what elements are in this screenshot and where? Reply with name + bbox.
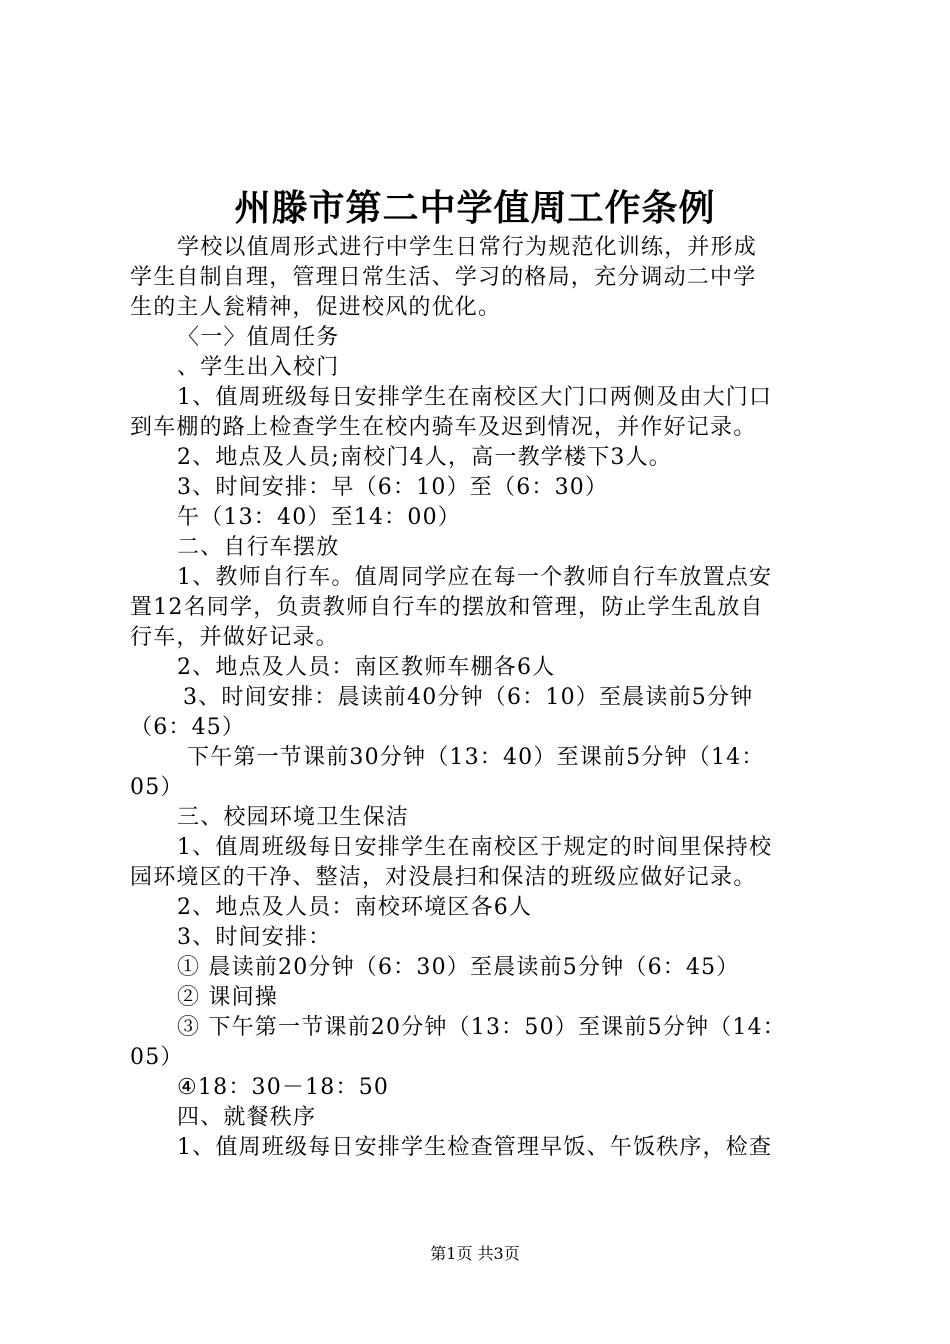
section-heading: 三、校园环境卫生保洁 (177, 805, 410, 830)
paragraph-line: 生的主人瓮精神，促进校风的优化。 (130, 295, 502, 320)
paragraph-line: 05） (130, 1045, 184, 1070)
paragraph-line: 3、时间安排： (177, 925, 332, 950)
list-item: ② 课间操 (177, 985, 278, 1010)
list-item: ① 晨读前20分钟（6：30）至晨读前5分钟（6：45） (177, 955, 740, 980)
paragraph-line: 园环境区的干净、整洁，对没晨扫和保洁的班级应做好记录。 (130, 865, 757, 890)
paragraph-line: 午（13：40）至14：00） (177, 505, 461, 530)
document-title: 州滕市第二中学值周工作条例 (234, 187, 716, 229)
paragraph-line: 1、值周班级每日安排学生检查管理早饭、午饭秩序，检查 (177, 1135, 773, 1160)
paragraph-line: 2、地点及人员;南校门4人，高一教学楼下3人。 (177, 445, 673, 470)
list-item: ③ 下午第一节课前20分钟（13：50）至课前5分钟（14： (177, 1015, 786, 1040)
paragraph-line: 1、值周班级每日安排学生在南校区于规定的时间里保持校 (177, 835, 773, 860)
paragraph-line: （6：45） (130, 715, 246, 740)
paragraph-line: 05） (130, 775, 184, 800)
paragraph-line: 1、值周班级每日安排学生在南校区大门口两侧及由大门口 (177, 385, 773, 410)
paragraph-line: 3、时间安排：晨读前40分钟（6：10）至晨读前5分钟 (183, 685, 754, 710)
paragraph-line: 到车棚的路上检查学生在校内骑车及迟到情况，并作好记录。 (130, 415, 757, 440)
paragraph-line: 3、时间安排：早（6：10）至（6：30） (177, 475, 609, 500)
paragraph-line: 下午第一节课前30分钟（13：40）至课前5分钟（14： (187, 745, 765, 770)
paragraph-line: 2、地点及人员：南校环境区各6人 (177, 895, 533, 920)
section-heading: 二、自行车摆放 (177, 535, 340, 560)
section-heading: 四、就餐秩序 (177, 1105, 317, 1130)
paragraph-line: 学校以值周形式进行中学生日常行为规范化训练，并形成 (177, 235, 758, 260)
paragraph-line: 行车，并做好记录。 (130, 625, 339, 650)
page-footer: 第1页 共3页 (430, 1244, 520, 1263)
paragraph-line: 1、教师自行车。值周同学应在每一个教师自行车放置点安 (177, 565, 773, 590)
paragraph-line: 2、地点及人员：南区教师车棚各6人 (177, 655, 556, 680)
document-body (130, 233, 830, 1163)
paragraph-line: 学生自制自理，管理日常生活、学习的格局，充分调动二中学 (130, 265, 757, 290)
section-heading: 〈一〉值周任务 (177, 325, 340, 350)
section-heading: 、学生出入校门 (177, 355, 340, 380)
paragraph-line: 置12名同学，负责教师自行车的摆放和管理，防止学生乱放自 (130, 595, 764, 620)
list-item: ④18：30－18：50 (177, 1075, 390, 1100)
